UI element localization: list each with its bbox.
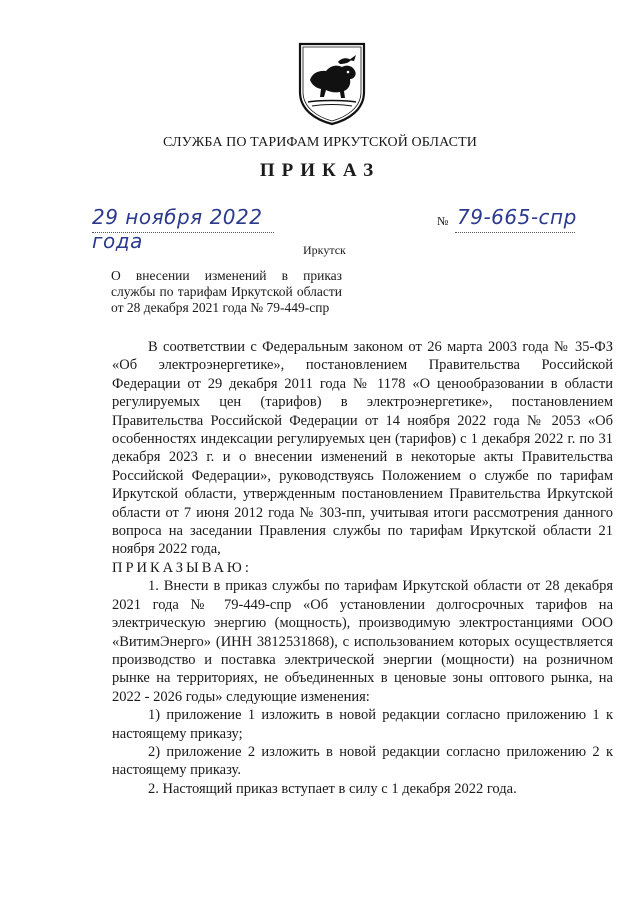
number-sign: № <box>437 214 449 228</box>
order-subject: О внесении изменений в приказ службы по тарифам Иркутской области от 28 декабря 2021 года № 79-449-спр <box>111 268 342 315</box>
item-1: 1. Внести в приказ службы по тарифам Иркутской области от 28 декабря 2021 года № 79-449-спр «Об установлении долгосрочных тарифов на электрическую энергию (мощность), производимую электростанциями ООО «ВитимЭнерго» (ИНН 3812531868), с использованием которых осуществляется производство и поставка электрической энергии (мощности) на розничном рынке на территориях, не объединенных в ценовые зоны оптового рынка, на 2022 - 2026 годы» следующие изменения: <box>112 578 613 705</box>
handwritten-order-number: 79-665-спр <box>457 205 577 229</box>
item-1-sub-1: 1) приложение 1 изложить в новой редакции согласно приложению 1 к настоящему приказу; <box>112 707 613 742</box>
handwritten-date: 29 ноября 2022 года <box>92 205 263 253</box>
city-name: Иркутск <box>303 243 346 257</box>
agency-name: СЛУЖБА ПО ТАРИФАМ ИРКУТСКОЙ ОБЛАСТИ <box>163 135 477 150</box>
item-1-sub-2: 2) приложение 2 изложить в новой редакции согласно приложению 2 к настоящему приказу. <box>112 743 613 779</box>
item-2: 2. Настоящий приказ вступает в силу с 1 декабря 2022 года. <box>148 780 517 797</box>
order-body <box>112 338 613 798</box>
irkutsk-coat-of-arms-icon <box>294 40 370 126</box>
order-word: ПРИКАЗЫВАЮ: <box>112 559 252 576</box>
number-underline <box>455 232 575 233</box>
document-type-title: ПРИКАЗ <box>259 160 381 181</box>
date-underline <box>92 232 274 233</box>
preamble-paragraph: В соответствии с Федеральным законом от 26 марта 2003 года № 35-ФЗ «Об электроэнергетике», постановлением Правительства Российской Федерации от 29 декабря 2011 года № 1178 «О ценообразовании в области регулируемых цен (тарифов) в электроэнергетике», постановлением Правительства Российской Федерации от 14 ноября 2022 года № 2053 «Об особенностях индексации регулируемых цен (тарифов) с 1 декабря 2022 г. по 31 декабря 2023 г. и о внесении изменений в некоторые акты Правительства Российской Федерации», руководствуясь Положением о службе по тарифам Иркутской области, утвержденным постановлением Правительства Иркутской области от 7 июня 2012 года № 303-пп, учитывая итоги рассмотрения данного вопроса на заседании Правления службы по тарифам Иркутской области 21 ноября 2022 года, <box>112 339 613 558</box>
